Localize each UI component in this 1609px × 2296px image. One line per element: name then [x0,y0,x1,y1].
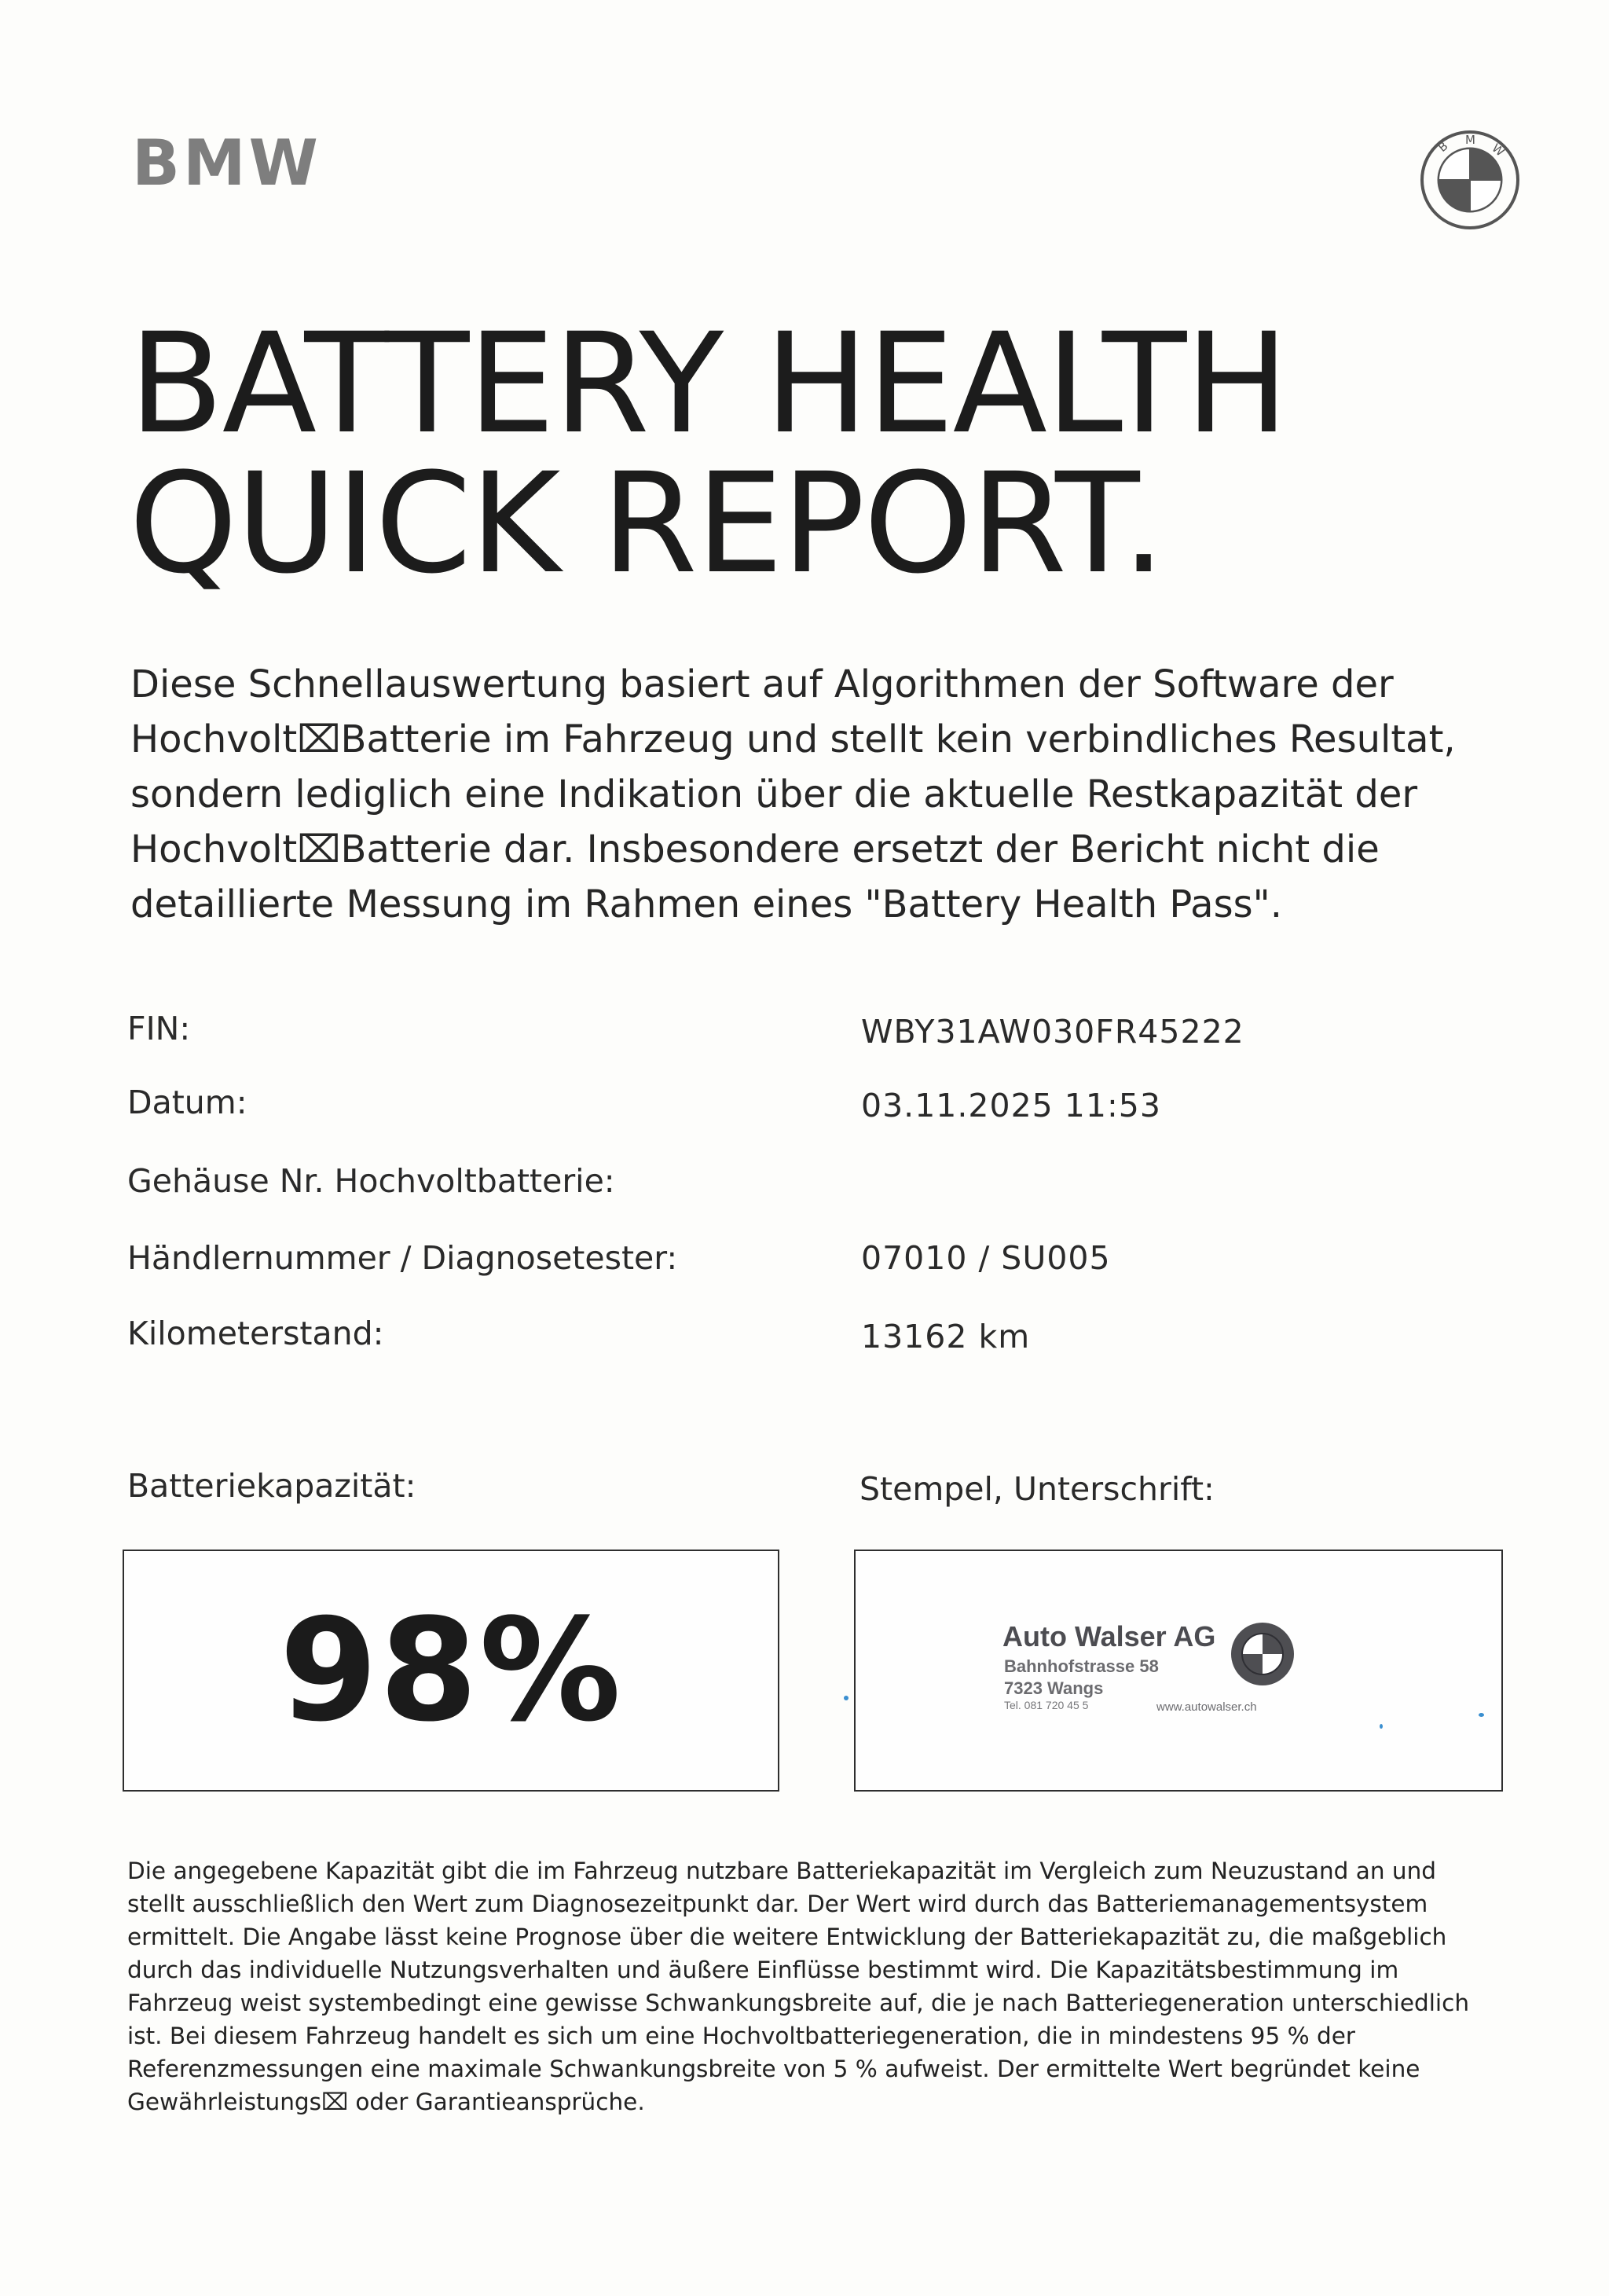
stamp-website: www.autowalser.ch [1156,1700,1257,1714]
haendler-label: Händlernummer / Diagnosetester: [127,1239,678,1277]
intro-paragraph: Diese Schnellauswertung basiert auf Algorithmen der Software der Hochvolt⌧Batterie im Fahrzeug und stellt kein verbindliches Resultat, sondern lediglich eine Indikation über die aktuelle Restkapazität der Hochvolt⌧Batterie dar. Insbesondere ersetzt der Bericht nicht die detaillierte Messung im Rahmen eines "Battery Health Pass". [130,662,1456,926]
stamp-phone: Tel. 081 720 45 5 [1004,1699,1089,1711]
datum-value: 03.11.2025 11:53 [861,1087,1161,1124]
gehaeuse-label: Gehäuse Nr. Hochvoltbatterie: [127,1162,615,1200]
scan-speck [1479,1713,1484,1717]
bmw-roundel-stamp-icon [1229,1620,1296,1688]
brand-wordmark: BMW [132,127,321,200]
scan-speck [1380,1724,1383,1729]
km-label: Kilometerstand: [127,1315,384,1352]
roundel-letter-w: W [1489,141,1508,160]
disclaimer-text: Die angegebene Kapazität gibt die im Fahrzeug nutzbare Batteriekapazität im Vergleich zum Neuzustand an und stellt ausschließlich den Wert zum Diagnosezeitpunkt dar. Der Wert wird durch das Batteriemanagementsystem ermittelt. Die Angabe lässt keine Prognose über die weitere Entwicklung der Batteriekapazität zu, die maßgeblich durch das individuelle Nutzungsverhalten und äußere Einflüsse bestimmt wird. Die Kapazitätsbestimmung im Fahrzeug weist systembedingt eine gewisse Schwankungsbreite auf, die je nach Batteriegeneration unterschiedlich ist. Bei diesem Fahrzeug handelt es sich um eine Hochvoltbatteriegeneration, die in mindestens 95 % der Referenzmessungen eine maximale Schwankungsbreite von 5 % aufweist. Der ermittelte Wert begründet keine Gewährleistungs⌧ oder Garantieansprüche. [127,1858,1470,2115]
capacity-label: Batteriekapazität: [127,1467,416,1505]
stamp-city: 7323 Wangs [1004,1678,1104,1698]
report-title [129,303,1288,604]
report-title-line2: QUICK REPORT. [129,443,1164,604]
haendler-value: 07010 / SU005 [861,1239,1111,1277]
scan-speck [844,1696,848,1700]
capacity-box [123,1550,779,1792]
fin-value: WBY31AW030FR45222 [861,1013,1244,1051]
signature-label: Stempel, Unterschrift: [859,1470,1215,1508]
roundel-letter-m: M [1465,133,1475,147]
dealer-stamp [1002,1620,1301,1715]
report-title-line1: BATTERY HEALTH [129,303,1288,464]
bmw-roundel-icon [1419,129,1521,231]
stamp-dealer-name: Auto Walser AG [1002,1620,1216,1652]
roundel-letter-b: B [1435,138,1451,156]
km-value: 13162 km [861,1318,1031,1355]
datum-label: Datum: [127,1084,247,1121]
stamp-street: Bahnhofstrasse 58 [1004,1656,1159,1676]
fin-label: FIN: [127,1010,191,1047]
capacity-value: 98% [279,1588,623,1753]
